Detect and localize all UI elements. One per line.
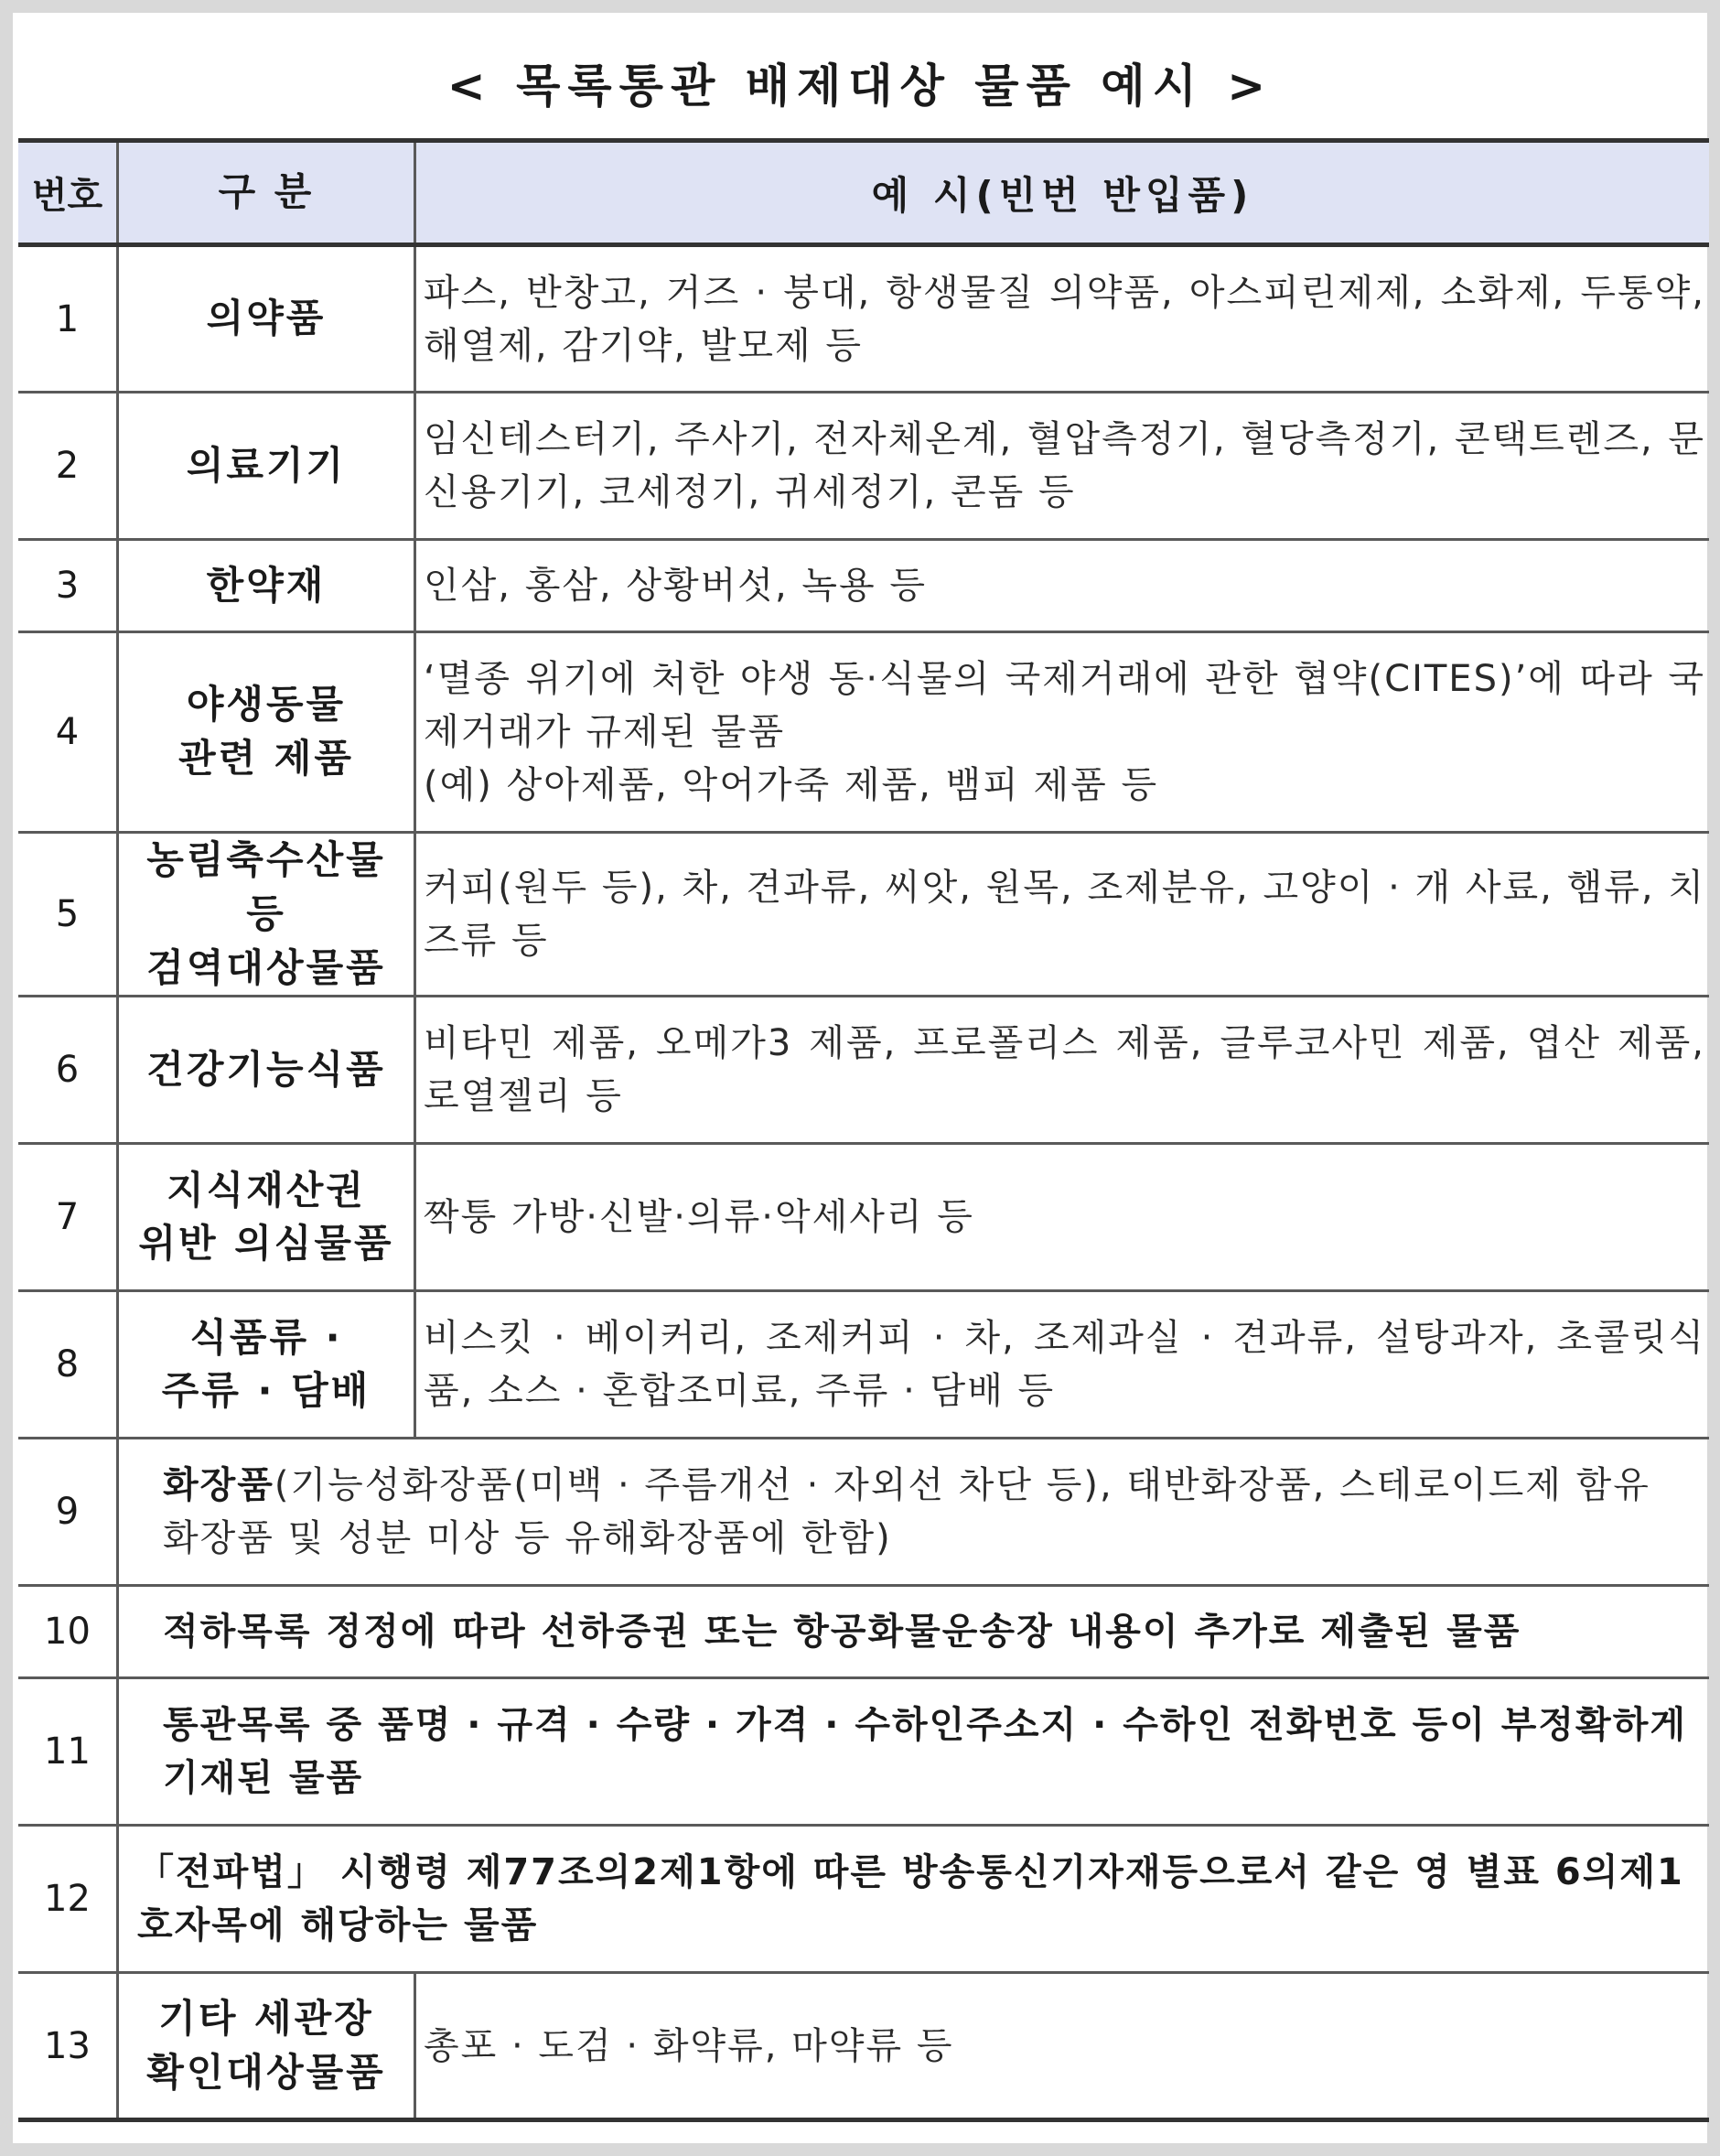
row-category: 건강기능식품 (118, 997, 415, 1144)
row-category: 한약재 (118, 540, 415, 632)
table-row (18, 632, 1709, 833)
row-number: 7 (18, 1144, 118, 1291)
row-category (118, 632, 415, 833)
row-number: 2 (18, 393, 118, 540)
table-header-row (18, 141, 1709, 245)
row-examples: 파스, 반창고, 거즈 · 붕대, 항생물질 의약품, 아스피린제제, 소화제, 두통약, 해열제, 감기약, 발모제 등 (415, 245, 1710, 393)
row-examples: 인삼, 홍삼, 상황버섯, 녹용 등 (415, 540, 1710, 632)
row-category (118, 833, 415, 997)
row-number: 1 (18, 245, 118, 393)
table-row (18, 1291, 1709, 1439)
row-number: 13 (18, 1973, 118, 2120)
row-examples: 짝퉁 가방·신발·의류·악세사리 등 (415, 1144, 1710, 1291)
row-number: 3 (18, 540, 118, 632)
header-category: 구 분 (118, 141, 415, 245)
row-number: 8 (18, 1291, 118, 1439)
header-examples: 예 시(빈번 반입품) (415, 141, 1710, 245)
row-examples: 커피(원두 등), 차, 견과류, 씨앗, 원목, 조제분유, 고양이 · 개 사료, 햄류, 치즈류 등 (415, 833, 1710, 997)
table-row (18, 540, 1709, 632)
category-line: 관련 제품 (178, 736, 354, 781)
table-row (18, 1973, 1709, 2120)
examples-line: (예) 상아제품, 악어가죽 제품, 뱀피 제품 등 (424, 764, 1159, 806)
document-page (13, 13, 1707, 2143)
row-category (118, 1144, 415, 1291)
table-row (18, 393, 1709, 540)
exclusion-items-table (18, 138, 1709, 2122)
category-line: 위반 의심물품 (138, 1221, 394, 1267)
row-number: 10 (18, 1586, 118, 1678)
table-row (18, 997, 1709, 1144)
table-row (18, 1439, 1709, 1586)
category-line: 확인대상물품 (146, 2049, 386, 2095)
table-row (18, 1678, 1709, 1826)
category-line: 기타 세관장 (158, 1996, 374, 2042)
row-category (118, 1973, 415, 2120)
row-category: 의약품 (118, 245, 415, 393)
row-number: 4 (18, 632, 118, 833)
row-category (118, 1291, 415, 1439)
header-number: 번호 (18, 141, 118, 245)
row-detail: (기능성화장품(미백 · 주름개선 · 자외선 차단 등), 태반화장품, 스테로이드제 함유 화장품 및 성분 미상 등 유해화장품에 한함) (163, 1464, 1650, 1560)
row-merged-description: 「전파법」 시행령 제77조의2제1항에 따른 방송통신기자재등으로서 같은 영 별표 6의제1호자목에 해당하는 물품 (118, 1826, 1710, 1973)
row-number: 9 (18, 1439, 118, 1586)
table-row (18, 1144, 1709, 1291)
table-row (18, 1826, 1709, 1973)
row-merged-description: 통관목록 중 품명 · 규격 · 수량 · 가격 · 수하인주소지 · 수하인 전화번호 등이 부정확하게 기재된 물품 (118, 1678, 1710, 1826)
row-merged-description: 적하목록 정정에 따라 선하증권 또는 항공화물운송장 내용이 추가로 제출된 물품 (118, 1586, 1710, 1678)
row-category: 의료기기 (118, 393, 415, 540)
row-examples: 총포 · 도검 · 화약류, 마약류 등 (415, 1973, 1710, 2120)
row-number: 5 (18, 833, 118, 997)
page-title: < 목록통관 배제대상 물품 예시 > (446, 59, 1274, 113)
row-number: 6 (18, 997, 118, 1144)
category-line: 농림축수산물 등 (146, 837, 386, 936)
row-examples (415, 632, 1710, 833)
row-number: 11 (18, 1678, 118, 1826)
row-examples: 임신테스터기, 주사기, 전자체온계, 혈압측정기, 혈당측정기, 콘택트렌즈, 문신용기기, 코세정기, 귀세정기, 콘돔 등 (415, 393, 1710, 540)
row-examples: 비타민 제품, 오메가3 제품, 프로폴리스 제품, 글루코사민 제품, 엽산 제품, 로열젤리 등 (415, 997, 1710, 1144)
row-examples: 비스킷 · 베이커리, 조제커피 · 차, 조제과실 · 견과류, 설탕과자, 초콜릿식품, 소스 · 혼합조미료, 주류 · 담배 등 (415, 1291, 1710, 1439)
category-line: 검역대상물품 (146, 944, 386, 990)
row-heading: 화장품 (163, 1464, 274, 1507)
row-number: 12 (18, 1826, 118, 1973)
table-row (18, 245, 1709, 393)
category-line: 주류 · 담배 (161, 1368, 371, 1414)
table-row (18, 833, 1709, 997)
table-row (18, 1586, 1709, 1678)
examples-line: ‘멸종 위기에 처한 야생 동·식물의 국제거래에 관한 협약(CITES)’에 따라 국제거래가 규제된 물품 (424, 658, 1705, 753)
category-line: 야생동물 (186, 682, 347, 728)
category-line: 식품류 · (189, 1314, 343, 1360)
category-line: 지식재산권 (167, 1167, 366, 1213)
row-merged-description (118, 1439, 1710, 1586)
